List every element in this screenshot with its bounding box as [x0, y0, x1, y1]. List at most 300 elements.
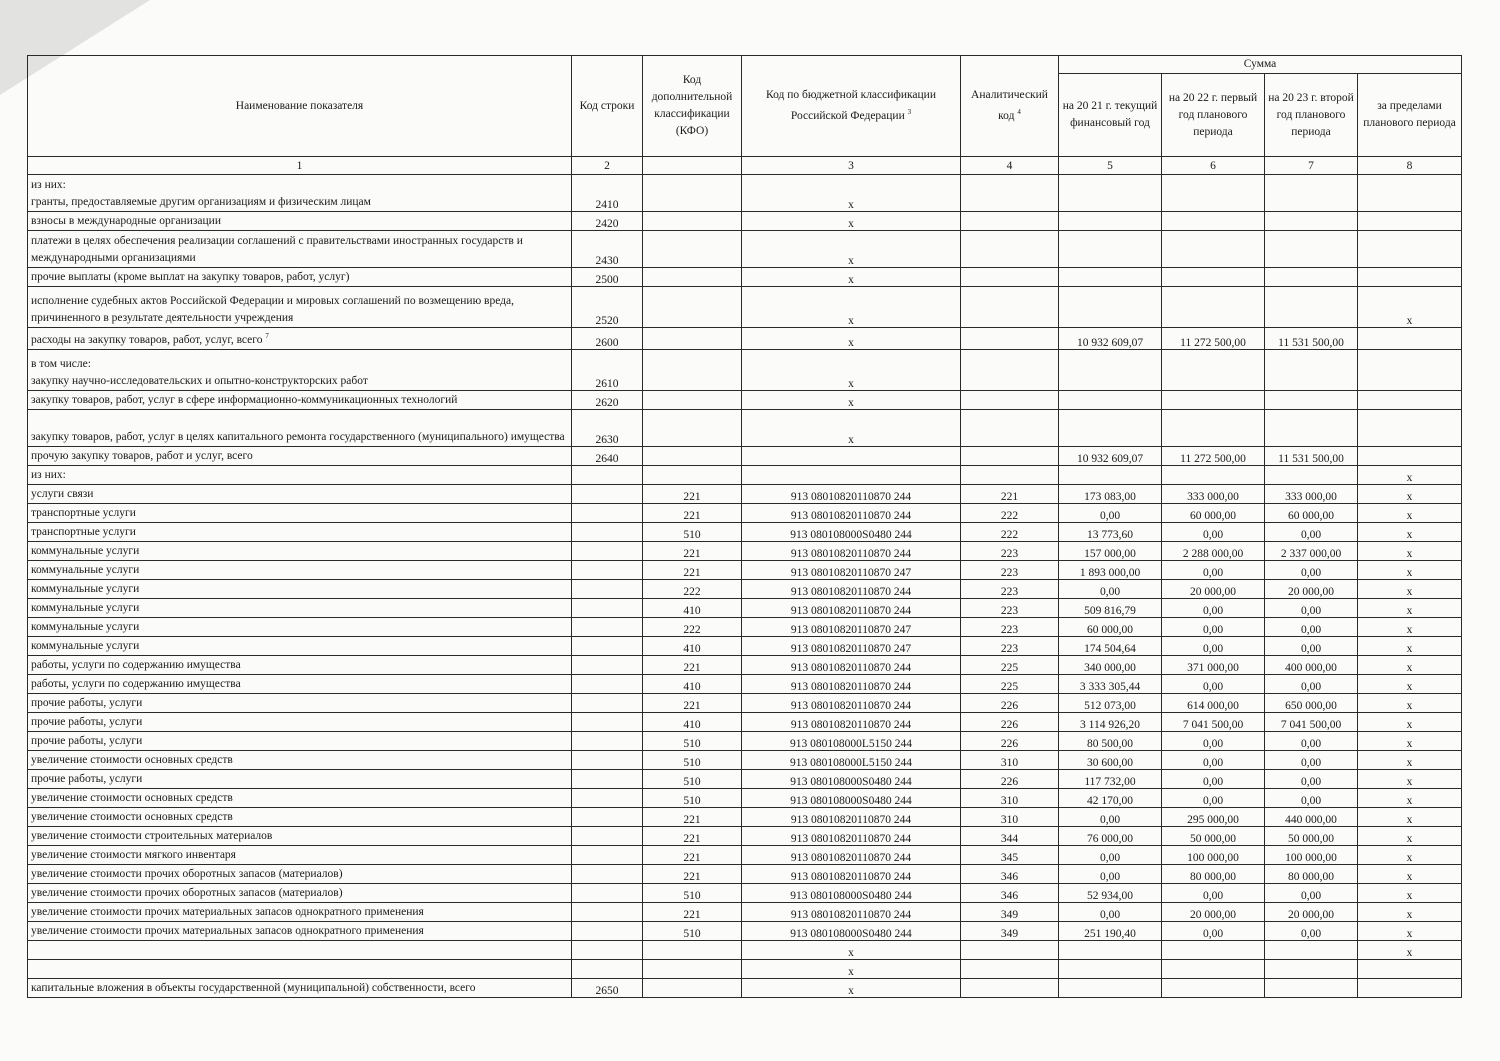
row-analytic-code: 345	[961, 845, 1059, 864]
table-row	[28, 231, 1462, 268]
row-analytic-code	[961, 940, 1059, 959]
row-beyond	[1358, 409, 1462, 446]
row-analytic-code: 226	[961, 769, 1059, 788]
row-budget-code: 913 08010820110870 247	[742, 560, 961, 579]
row-kfo: 510	[643, 788, 742, 807]
row-budget-code: x	[742, 231, 961, 268]
table-row	[28, 560, 1462, 579]
row-sum-year-2: 60 000,00	[1162, 503, 1265, 522]
row-budget-code: 913 080108000L5150 244	[742, 731, 961, 750]
row-sum-year-2: 11 272 500,00	[1162, 328, 1265, 350]
row-sum-year-3: 20 000,00	[1265, 902, 1358, 921]
row-budget-code: x	[742, 268, 961, 287]
row-code	[572, 617, 643, 636]
row-sum-year-2: 0,00	[1162, 883, 1265, 902]
table-row	[28, 636, 1462, 655]
row-sum-year-3: 400 000,00	[1265, 655, 1358, 674]
row-budget-code: 913 080108000S0480 244	[742, 921, 961, 940]
col-number	[643, 157, 742, 175]
row-code	[572, 902, 643, 921]
row-name	[28, 807, 572, 826]
row-name-text: исполнение судебных актов Российской Федерации и мировых соглашений по возмещению вреда, причиненного в результате деятельности учреждения	[31, 295, 514, 324]
table-row	[28, 579, 1462, 598]
row-name	[28, 522, 572, 541]
row-kfo	[643, 409, 742, 446]
table-row	[28, 465, 1462, 484]
row-name-text: прочие работы, услуги	[31, 715, 143, 728]
row-beyond: x	[1358, 560, 1462, 579]
header-kfo: Код дополнительной классификации (КФО)	[643, 56, 742, 157]
row-analytic-code	[961, 959, 1059, 978]
row-beyond: x	[1358, 503, 1462, 522]
row-name	[28, 598, 572, 617]
row-budget-code: 913 08010820110870 244	[742, 864, 961, 883]
row-budget-code: 913 08010820110870 244	[742, 902, 961, 921]
row-beyond: x	[1358, 287, 1462, 328]
row-analytic-code: 223	[961, 598, 1059, 617]
row-analytic-code: 225	[961, 674, 1059, 693]
row-kfo: 510	[643, 750, 742, 769]
row-sum-year-2: 7 041 500,00	[1162, 712, 1265, 731]
row-beyond	[1358, 268, 1462, 287]
row-code	[572, 807, 643, 826]
table-row	[28, 328, 1462, 350]
row-sum-year-1: 10 932 609,07	[1059, 446, 1162, 465]
row-code: 2650	[572, 978, 643, 997]
row-sum-year-1	[1059, 349, 1162, 390]
row-analytic-code	[961, 212, 1059, 231]
row-beyond: x	[1358, 693, 1462, 712]
row-sum-year-2: 0,00	[1162, 598, 1265, 617]
row-code	[572, 503, 643, 522]
row-name	[28, 390, 572, 409]
row-beyond	[1358, 959, 1462, 978]
table-row	[28, 522, 1462, 541]
row-sum-year-3: 440 000,00	[1265, 807, 1358, 826]
row-beyond	[1358, 175, 1462, 212]
row-sum-year-1: 251 190,40	[1059, 921, 1162, 940]
row-budget-code: 913 08010820110870 244	[742, 503, 961, 522]
row-sum-year-1: 80 500,00	[1059, 731, 1162, 750]
row-name	[28, 921, 572, 940]
row-kfo	[643, 959, 742, 978]
row-analytic-code: 222	[961, 503, 1059, 522]
row-analytic-code: 344	[961, 826, 1059, 845]
row-code: 2600	[572, 328, 643, 350]
row-sum-year-3: 11 531 500,00	[1265, 328, 1358, 350]
row-sum-year-2	[1162, 978, 1265, 997]
row-kfo: 221	[643, 560, 742, 579]
header-analytic-code: Аналитический код $^4$	[961, 56, 1059, 157]
row-sum-year-1: 512 073,00	[1059, 693, 1162, 712]
row-kfo: 510	[643, 921, 742, 940]
row-analytic-code: 226	[961, 731, 1059, 750]
row-name-text: гранты, предоставляемые другим организациям и физическим лицам	[31, 196, 371, 208]
table-row	[28, 349, 1462, 390]
row-name-text: прочие работы, услуги	[31, 734, 143, 747]
row-sum-year-2: 0,00	[1162, 560, 1265, 579]
header-row-code: Код строки	[572, 56, 643, 157]
row-budget-code: x	[742, 978, 961, 997]
row-kfo: 221	[643, 845, 742, 864]
row-analytic-code: 226	[961, 693, 1059, 712]
row-beyond	[1358, 349, 1462, 390]
row-code: 2430	[572, 231, 643, 268]
row-beyond	[1358, 390, 1462, 409]
row-budget-code: x	[742, 287, 961, 328]
row-beyond: x	[1358, 845, 1462, 864]
row-sum-year-3	[1265, 287, 1358, 328]
row-analytic-code	[961, 349, 1059, 390]
table-row	[28, 268, 1462, 287]
row-analytic-code: 223	[961, 617, 1059, 636]
row-sum-year-1	[1059, 940, 1162, 959]
row-footnote: 7	[265, 332, 269, 340]
row-name-text: работы, услуги по содержанию имущества	[31, 677, 241, 690]
table-row	[28, 883, 1462, 902]
row-budget-code	[742, 446, 961, 465]
row-kfo	[643, 231, 742, 268]
row-budget-code: 913 080108000S0480 244	[742, 522, 961, 541]
row-beyond	[1358, 212, 1462, 231]
row-budget-code: x	[742, 409, 961, 446]
row-name-text: коммунальные услуги	[31, 601, 140, 614]
row-beyond: x	[1358, 712, 1462, 731]
row-name	[28, 212, 572, 231]
row-code	[572, 864, 643, 883]
row-name-text: прочую закупку товаров, работ и услуг, всего	[31, 449, 253, 462]
row-sum-year-2: 0,00	[1162, 788, 1265, 807]
row-name-text: увеличение стоимости основных средств	[31, 753, 233, 766]
row-sum-year-2: 0,00	[1162, 617, 1265, 636]
table-row	[28, 978, 1462, 997]
table-row	[28, 212, 1462, 231]
row-sum-year-2	[1162, 175, 1265, 212]
row-kfo: 221	[643, 484, 742, 503]
row-name-text: транспортные услуги	[31, 506, 136, 519]
row-analytic-code: 223	[961, 579, 1059, 598]
row-code	[572, 636, 643, 655]
row-name-text: коммунальные услуги	[31, 544, 140, 557]
row-sum-year-2	[1162, 940, 1265, 959]
row-beyond: x	[1358, 826, 1462, 845]
row-name-text: взносы в международные организации	[31, 215, 221, 227]
row-kfo: 221	[643, 541, 742, 560]
row-sum-year-2	[1162, 231, 1265, 268]
row-sum-year-1	[1059, 287, 1162, 328]
header-budget-code: Код по бюджетной классификации Российской Федерации $^3$	[742, 56, 961, 157]
row-sum-year-2: 11 272 500,00	[1162, 446, 1265, 465]
row-name-text: коммунальные услуги	[31, 639, 140, 652]
row-budget-code: x	[742, 212, 961, 231]
row-sum-year-3: 333 000,00	[1265, 484, 1358, 503]
row-kfo: 510	[643, 731, 742, 750]
row-name-text: закупку товаров, работ, услуг в целях капитального ремонта государственного (муниципального) имущества	[31, 430, 565, 443]
row-code	[572, 788, 643, 807]
row-sum-year-2: 0,00	[1162, 522, 1265, 541]
table-row	[28, 807, 1462, 826]
row-code	[572, 712, 643, 731]
row-beyond: x	[1358, 579, 1462, 598]
row-name-text: платежи в целях обеспечения реализации соглашений с правительствами иностранных государств и международными организациями	[31, 235, 523, 264]
table-row	[28, 750, 1462, 769]
table-row	[28, 617, 1462, 636]
row-kfo	[643, 978, 742, 997]
row-beyond: x	[1358, 788, 1462, 807]
row-sum-year-1: 76 000,00	[1059, 826, 1162, 845]
row-sum-year-3: 11 531 500,00	[1265, 446, 1358, 465]
row-sum-year-1: 174 504,64	[1059, 636, 1162, 655]
row-code: 2410	[572, 175, 643, 212]
row-sum-year-3: 0,00	[1265, 636, 1358, 655]
row-code	[572, 769, 643, 788]
row-beyond: x	[1358, 484, 1462, 503]
row-analytic-code: 349	[961, 902, 1059, 921]
row-sum-year-3: 7 041 500,00	[1265, 712, 1358, 731]
row-sum-year-3: 60 000,00	[1265, 503, 1358, 522]
row-sum-year-2: 2 288 000,00	[1162, 541, 1265, 560]
row-analytic-code: 222	[961, 522, 1059, 541]
row-sum-year-3	[1265, 349, 1358, 390]
row-beyond: x	[1358, 864, 1462, 883]
row-budget-code	[742, 465, 961, 484]
row-kfo	[643, 287, 742, 328]
row-name-text: закупку товаров, работ, услуг в сфере информационно-коммуникационных технологий	[31, 393, 458, 406]
row-sum-year-1	[1059, 268, 1162, 287]
row-name-text: работы, услуги по содержанию имущества	[31, 658, 241, 671]
row-kfo: 510	[643, 769, 742, 788]
row-analytic-code: 346	[961, 864, 1059, 883]
header-beyond: за пределами планового периода	[1358, 74, 1462, 157]
row-sum-year-2	[1162, 349, 1265, 390]
table-row	[28, 731, 1462, 750]
row-code	[572, 655, 643, 674]
row-sum-year-3: 0,00	[1265, 883, 1358, 902]
row-budget-code: 913 08010820110870 244	[742, 674, 961, 693]
row-analytic-code: 349	[961, 921, 1059, 940]
row-sum-year-3: 50 000,00	[1265, 826, 1358, 845]
row-name-text: коммунальные услуги	[31, 563, 140, 576]
row-kfo: 221	[643, 864, 742, 883]
row-analytic-code: 223	[961, 636, 1059, 655]
row-name	[28, 978, 572, 997]
row-name	[28, 409, 572, 446]
row-sum-year-1: 42 170,00	[1059, 788, 1162, 807]
table-row	[28, 598, 1462, 617]
table-row	[28, 921, 1462, 940]
row-sum-year-3: 0,00	[1265, 731, 1358, 750]
row-sum-year-1: 3 114 926,20	[1059, 712, 1162, 731]
row-name	[28, 465, 572, 484]
table-row	[28, 655, 1462, 674]
row-sum-year-1: 10 932 609,07	[1059, 328, 1162, 350]
row-budget-code: x	[742, 959, 961, 978]
row-beyond	[1358, 978, 1462, 997]
row-code	[572, 883, 643, 902]
row-name	[28, 845, 572, 864]
row-sum-year-1: 157 000,00	[1059, 541, 1162, 560]
row-kfo	[643, 390, 742, 409]
row-sum-year-3	[1265, 231, 1358, 268]
row-kfo	[643, 328, 742, 350]
row-name-text: увеличение стоимости основных средств	[31, 810, 233, 823]
row-name	[28, 268, 572, 287]
row-name-text: увеличение стоимости прочих материальных запасов однократного применения	[31, 905, 424, 918]
row-name	[28, 655, 572, 674]
row-kfo	[643, 268, 742, 287]
row-beyond	[1358, 328, 1462, 350]
row-code	[572, 921, 643, 940]
row-sum-year-2: 333 000,00	[1162, 484, 1265, 503]
col-number: 7	[1265, 157, 1358, 175]
row-sum-year-1	[1059, 231, 1162, 268]
row-sum-year-2: 614 000,00	[1162, 693, 1265, 712]
col-number: 1	[28, 157, 572, 175]
col-number: 4	[961, 157, 1059, 175]
row-budget-code: 913 08010820110870 244	[742, 541, 961, 560]
row-sum-year-3: 0,00	[1265, 522, 1358, 541]
row-sum-year-3	[1265, 465, 1358, 484]
row-name-text: увеличение стоимости прочих оборотных запасов (материалов)	[31, 867, 343, 880]
row-name-text: капитальные вложения в объекты государственной (муниципальной) собственности, всего	[31, 981, 476, 994]
row-code: 2420	[572, 212, 643, 231]
row-sum-year-3	[1265, 978, 1358, 997]
row-code: 2520	[572, 287, 643, 328]
row-code	[572, 731, 643, 750]
row-budget-code: 913 08010820110870 247	[742, 617, 961, 636]
col-number: 3	[742, 157, 961, 175]
row-beyond: x	[1358, 750, 1462, 769]
row-code	[572, 750, 643, 769]
row-name-text: прочие выплаты (кроме выплат на закупку товаров, работ, услуг)	[31, 271, 350, 283]
header-year-2: на 20 22 г. первый год планового периода	[1162, 74, 1265, 157]
row-kfo: 221	[643, 503, 742, 522]
row-name	[28, 731, 572, 750]
row-code	[572, 484, 643, 503]
row-analytic-code	[961, 409, 1059, 446]
table-row	[28, 902, 1462, 921]
row-kfo: 222	[643, 579, 742, 598]
row-sum-year-3: 0,00	[1265, 617, 1358, 636]
row-kfo: 410	[643, 674, 742, 693]
header-sum: Сумма	[1059, 56, 1462, 74]
row-kfo: 222	[643, 617, 742, 636]
row-sum-year-3: 650 000,00	[1265, 693, 1358, 712]
row-sum-year-1: 0,00	[1059, 503, 1162, 522]
row-name	[28, 674, 572, 693]
row-name-text: прочие работы, услуги	[31, 696, 143, 709]
row-analytic-code	[961, 231, 1059, 268]
row-analytic-code: 221	[961, 484, 1059, 503]
row-budget-code: x	[742, 349, 961, 390]
row-sum-year-2	[1162, 959, 1265, 978]
row-name	[28, 175, 572, 212]
row-beyond: x	[1358, 617, 1462, 636]
table-row	[28, 390, 1462, 409]
table-row	[28, 674, 1462, 693]
row-beyond: x	[1358, 522, 1462, 541]
row-name	[28, 560, 572, 579]
row-sum-year-2: 0,00	[1162, 731, 1265, 750]
row-budget-code: 913 080108000S0480 244	[742, 788, 961, 807]
row-sum-year-3: 0,00	[1265, 921, 1358, 940]
table-row	[28, 959, 1462, 978]
row-analytic-code	[961, 268, 1059, 287]
row-kfo: 221	[643, 826, 742, 845]
row-name	[28, 617, 572, 636]
row-code	[572, 693, 643, 712]
row-kfo: 221	[643, 655, 742, 674]
row-name	[28, 446, 572, 465]
row-name	[28, 349, 572, 390]
table-row	[28, 826, 1462, 845]
row-name-text: увеличение стоимости основных средств	[31, 791, 233, 804]
row-code: 2630	[572, 409, 643, 446]
row-sum-year-1: 509 816,79	[1059, 598, 1162, 617]
row-sum-year-1: 340 000,00	[1059, 655, 1162, 674]
row-code: 2610	[572, 349, 643, 390]
row-name	[28, 541, 572, 560]
row-kfo	[643, 446, 742, 465]
row-name-text: прочие работы, услуги	[31, 772, 143, 785]
col-number: 6	[1162, 157, 1265, 175]
row-budget-code: 913 08010820110870 244	[742, 826, 961, 845]
row-name-text: увеличение стоимости мягкого инвентаря	[31, 848, 236, 861]
row-beyond: x	[1358, 541, 1462, 560]
row-sum-year-3: 0,00	[1265, 560, 1358, 579]
row-code: 2640	[572, 446, 643, 465]
row-sum-year-3: 0,00	[1265, 769, 1358, 788]
row-name	[28, 902, 572, 921]
row-sum-year-1	[1059, 175, 1162, 212]
row-kfo: 510	[643, 883, 742, 902]
row-sum-year-3	[1265, 175, 1358, 212]
row-sum-year-3	[1265, 940, 1358, 959]
row-sum-year-2	[1162, 390, 1265, 409]
row-sum-year-1: 1 893 000,00	[1059, 560, 1162, 579]
row-name-prefix: в том числе:	[31, 357, 91, 370]
row-name	[28, 693, 572, 712]
row-sum-year-3	[1265, 390, 1358, 409]
row-sum-year-3: 0,00	[1265, 788, 1358, 807]
row-code	[572, 579, 643, 598]
row-sum-year-2: 0,00	[1162, 636, 1265, 655]
row-name	[28, 484, 572, 503]
row-code: 2620	[572, 390, 643, 409]
row-analytic-code	[961, 287, 1059, 328]
row-budget-code: 913 08010820110870 244	[742, 712, 961, 731]
row-sum-year-1: 0,00	[1059, 845, 1162, 864]
row-sum-year-2: 20 000,00	[1162, 902, 1265, 921]
row-beyond	[1358, 231, 1462, 268]
row-sum-year-3	[1265, 959, 1358, 978]
row-kfo: 410	[643, 636, 742, 655]
row-analytic-code	[961, 390, 1059, 409]
row-name-text: увеличение стоимости прочих материальных запасов однократного применения	[31, 924, 424, 937]
row-kfo	[643, 465, 742, 484]
column-numbers-row	[28, 157, 1462, 175]
row-sum-year-3: 0,00	[1265, 598, 1358, 617]
row-sum-year-1	[1059, 409, 1162, 446]
row-budget-code: 913 080108000S0480 244	[742, 769, 961, 788]
row-code	[572, 845, 643, 864]
table-row	[28, 864, 1462, 883]
row-code	[572, 826, 643, 845]
row-sum-year-1	[1059, 978, 1162, 997]
row-beyond: x	[1358, 598, 1462, 617]
row-budget-code: 913 080108000S0480 244	[742, 883, 961, 902]
row-name	[28, 940, 572, 959]
